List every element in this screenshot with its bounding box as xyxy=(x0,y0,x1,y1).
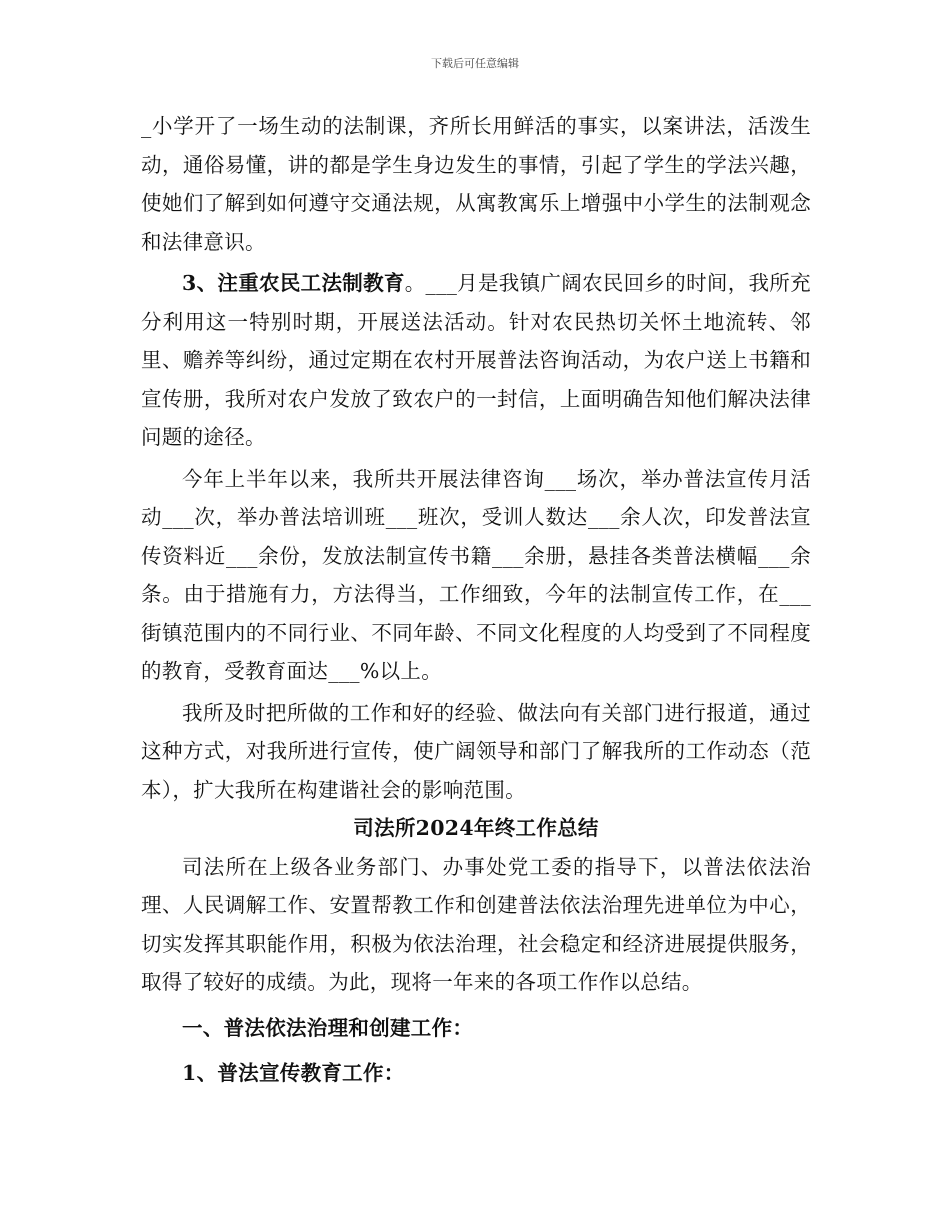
paragraph-statistics: 今年上半年以来，我所共开展法律咨询___场次，举办普法宣传月活动___次，举办普法培训班___班次，受训人数达___余人次，印发普法宣传资料近___余份，发放法制宣传书籍___余册，悬挂各类普法横幅___余条。由于措施有力，方法得当，工作细致，今年的法制宣传工作，在___街镇范围内的不同行业、不同年龄、不同文化程度的人均受到了不同程度的教育，受教育面达___%以上。 xyxy=(141,466,811,683)
page-header: 下载后可任意编辑 xyxy=(431,57,519,70)
paragraph-summary-intro: 司法所在上级各业务部门、办事处党工委的指导下，以普法依法治理、人民调解工作、安置帮教工作和创建普法依法治理先进单位为中心，切实发挥其职能作用，积极为依法治理，社会稳定和经济进展提供服务，取得了较好的成绩。为此，现将一年来的各项工作作以总结。 xyxy=(141,854,811,994)
section-title: 司法所2024年终工作总结 xyxy=(353,816,599,840)
heading-level-2: 1、普法宣传教育工作： xyxy=(182,1061,405,1085)
paragraph-lead-heading: 3、注重农民工法制教育 xyxy=(182,271,405,295)
paragraph-law-class: _小学开了一场生动的法制课，齐所长用鲜活的事实，以案讲法，活泼生动，通俗易懂，讲的都是学生身边发生的事情，引起了学生的学法兴趣，使她们了解到如何遵守交通法规，从寓教寓乐上增强中小学生的法制观念和法律意识。 xyxy=(141,114,811,254)
paragraph-body-text: 。___月是我镇广阔农民回乡的时间，我所充分利用这一特别时期，开展送法活动。针对农民热切关怀土地流转、邻里、赡养等纠纷，通过定期在农村开展普法咨询活动，为农户送上书籍和宣传册，我所对农户发放了致农户的一封信，上面明确告知他们解决法律问题的途径。 xyxy=(141,271,811,449)
paragraph-reporting: 我所及时把所做的工作和好的经验、做法向有关部门进行报道，通过这种方式，对我所进行宣传，使广阔领导和部门了解我所的工作动态（范本），扩大我所在构建谐社会的影响范围。 xyxy=(141,700,811,802)
document-body xyxy=(141,107,811,1099)
paragraph-migrant-education xyxy=(141,264,811,457)
heading-level-1: 一、普法依法治理和创建工作： xyxy=(182,1015,474,1040)
